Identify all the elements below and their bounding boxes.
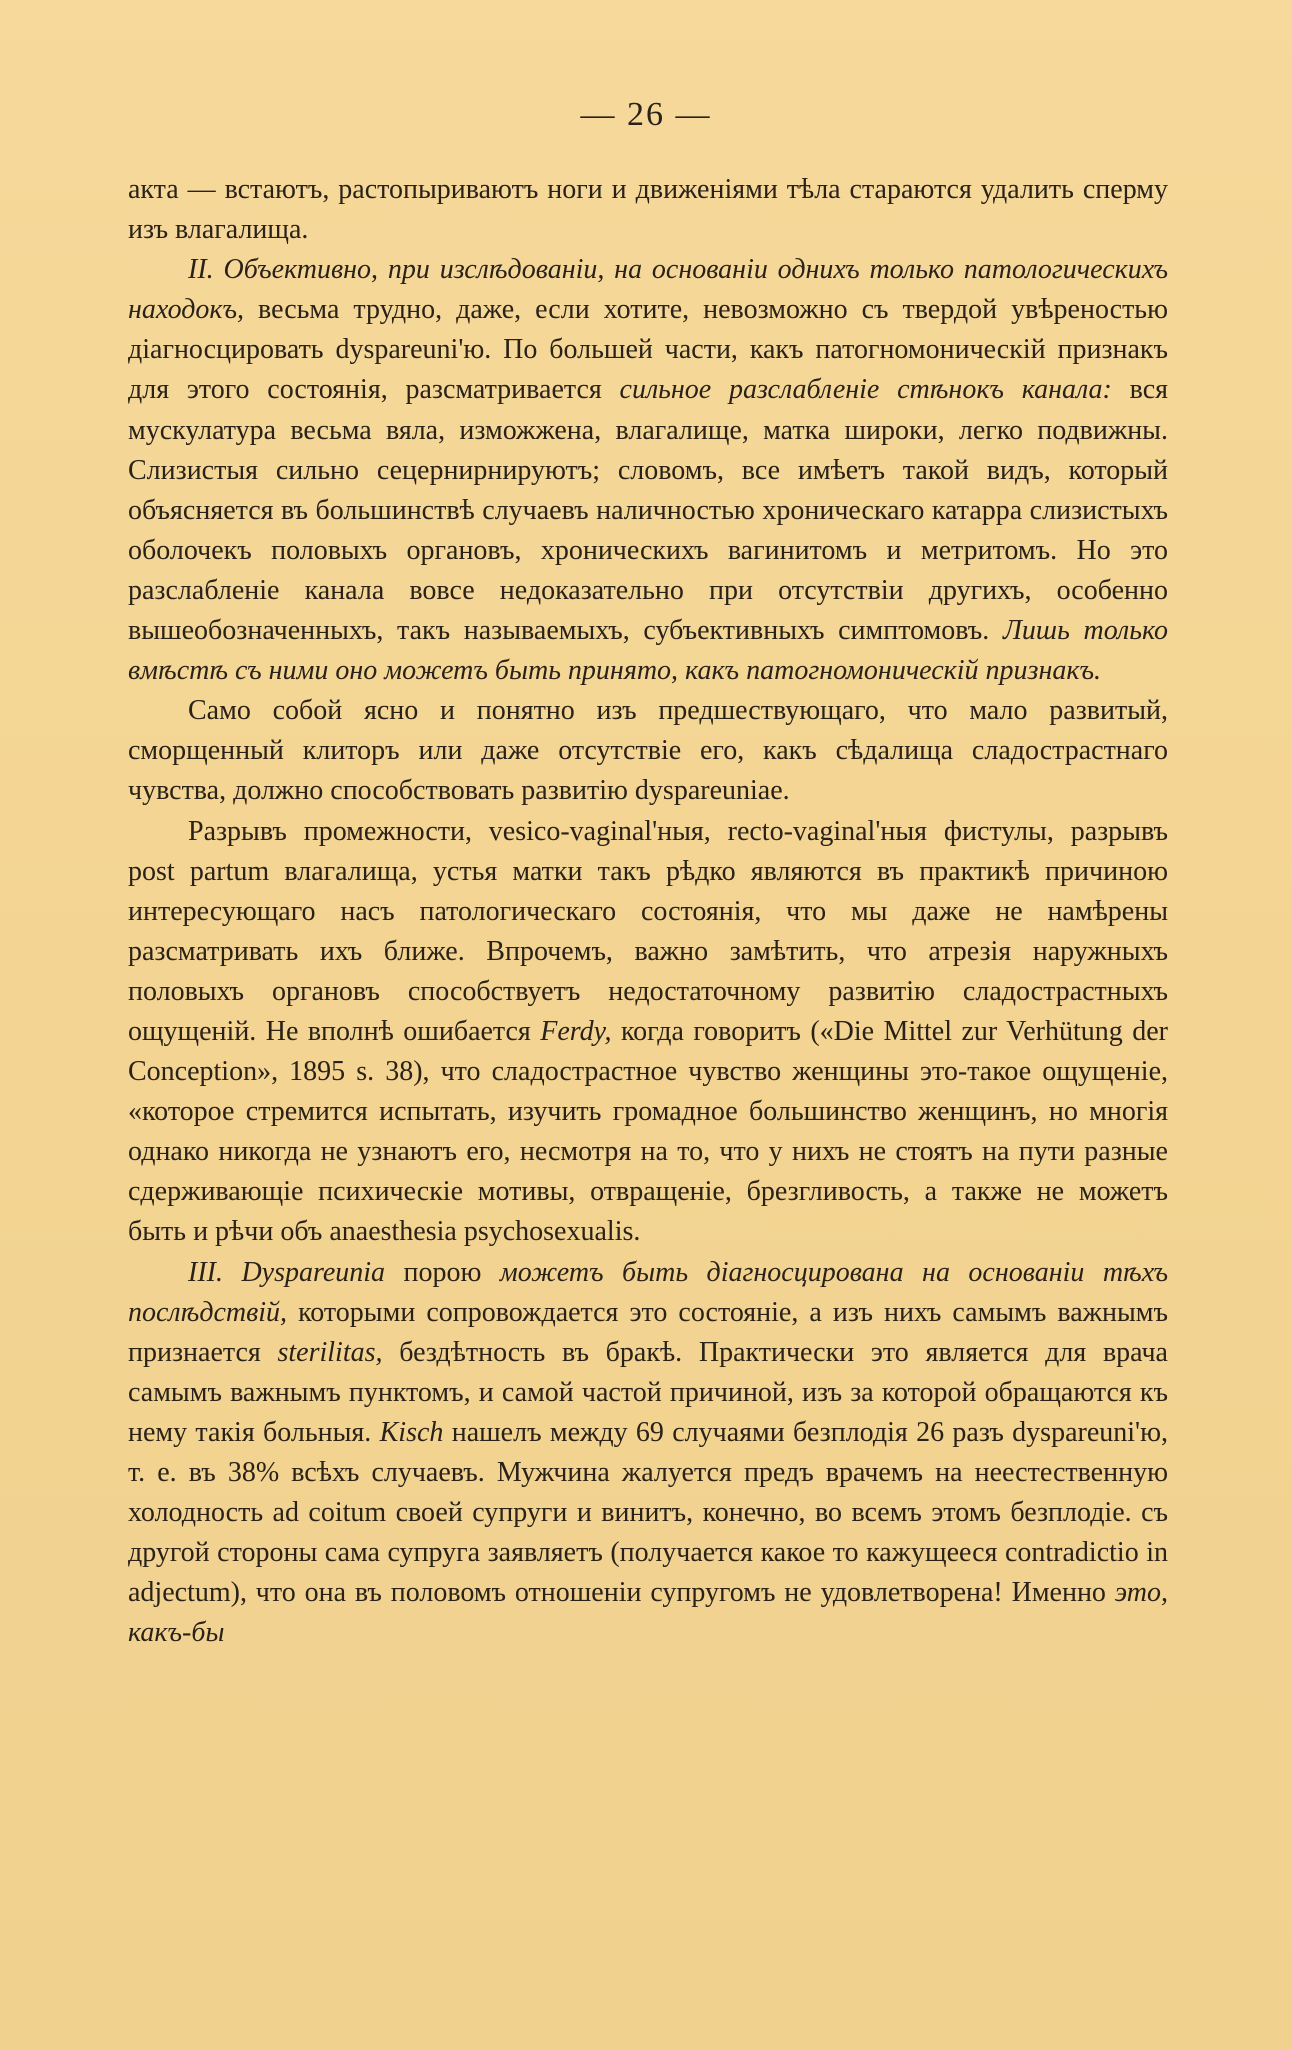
italic-text: это, какъ-бы: [128, 1577, 1168, 1649]
text-segment: которыми сопровождается это состояніе, а изъ нихъ самымъ важнымъ признается: [128, 1296, 1168, 1368]
body-text: [128, 170, 1168, 1653]
text-segment: бездѣтность въ бракѣ. Практически это является для врача самымъ важнымъ пунктомъ, и самой частой причиной, изъ за которой обращаются къ нему такія больныя.: [128, 1336, 1168, 1448]
page-number: — 26 —: [580, 96, 712, 133]
italic-text: III. Dyspareunia: [188, 1256, 386, 1288]
text-segment: вся мускулатура весьма вяла, изможжена, влагалище, матка широки, легко подвижны. Слизистыя сильно сецернирнируютъ; словомъ, все имѣетъ такой видъ, который объясняется въ большинствѣ случаевъ наличностью хроническаго катарра слизистыхъ оболочекъ половыхъ органовъ, хроническихъ вагинитомъ и метритомъ. Но это разслабленіе канала вовсе недоказательно при отсутствіи другихъ, особенно вышеобозначенныхъ, такъ называемыхъ, субъективныхъ симптомовъ.: [128, 374, 1168, 647]
italic-text: Ferdy,: [540, 1015, 612, 1047]
text-segment: Разрывъ промежности, vesico-vaginal'ныя, recto-vaginal'ныя фистулы, разрывъ post partum влагалища, устья матки такъ рѣдко являются въ практикѣ причиною интересующаго насъ патологическаго состоянія, что мы даже не намѣрены разсматривать ихъ ближе. Впрочемъ, важно замѣтить, что атрезія наружныхъ половыхъ органовъ способствуетъ недостаточному развитію сладострастныхъ ощущеній. Не вполнѣ ошибается: [128, 815, 1168, 1047]
italic-text: можетъ быть діагносцирована на основаніи тѣхъ послѣдствій,: [128, 1256, 1168, 1328]
text-segment: весьма трудно, даже, если хотите, невозможно съ твердой увѣреностью діагносцировать dyspareuni'ю. По большей части, какъ патогномоническій признакъ для этого состоянія, разсматривается: [128, 294, 1168, 406]
italic-text: II. Объективно, при изслѣдованіи, на основаніи однихъ только патологическихъ находокъ,: [128, 254, 1168, 326]
italic-text: sterilitas,: [277, 1336, 383, 1368]
paragraph: [128, 1253, 1168, 1654]
text-segment: когда говоритъ («Die Mittel zur Verhütung der Conception», 1895 s. 38), что сладострастное чувство женщины это-такое ощущеніе, «которое стремится испытать, изучить громадное большинство женщинъ, но многія однако никогда не узнаютъ его, несмотря на то, что у нихъ не стоятъ на пути разные сдерживающіе психическіе мотивы, отвращеніе, брезгливость, а также не можетъ быть и рѣчи объ anaesthesia psychosexualis.: [128, 1015, 1168, 1248]
paragraph: [128, 812, 1168, 1253]
paragraph: [128, 250, 1168, 691]
italic-text: Kisch: [379, 1416, 444, 1448]
paragraph: [128, 170, 1168, 250]
text-segment: порою: [385, 1256, 500, 1288]
text-segment: нашелъ между 69 случаями безплодія 26 разъ dyspareuni'ю, т. е. въ 38% всѣхъ случаевъ. Мужчина жалуется предъ врачемъ на неестественную холодность ad coitum своей супруги и винитъ, конечно, во всемъ этомъ безплодіе. съ другой стороны сама супруга заявляетъ (получается какое то кажущееся contradictio in adjectum), что она въ половомъ отношеніи супругомъ не удовлетворена! Именно: [128, 1416, 1168, 1609]
text-segment: акта — встаютъ, растопыриваютъ ноги и движеніями тѣла стараются удалить сперму изъ влагалища.: [128, 174, 1168, 246]
italic-text: Лишь только вмѣстѣ съ ними оно можетъ быть принято, какъ патогномоническій признакъ.: [128, 615, 1168, 687]
italic-text: сильное разслабленіе стѣнокъ канала:: [619, 374, 1112, 406]
paragraph: [128, 691, 1168, 811]
text-segment: Само собой ясно и понятно изъ предшествующаго, что мало развитый, сморщенный клиторъ или даже отсутствіе его, какъ сѣдалища сладострастнаго чувства, должно способствовать развитію dyspareuniae.: [128, 695, 1168, 807]
